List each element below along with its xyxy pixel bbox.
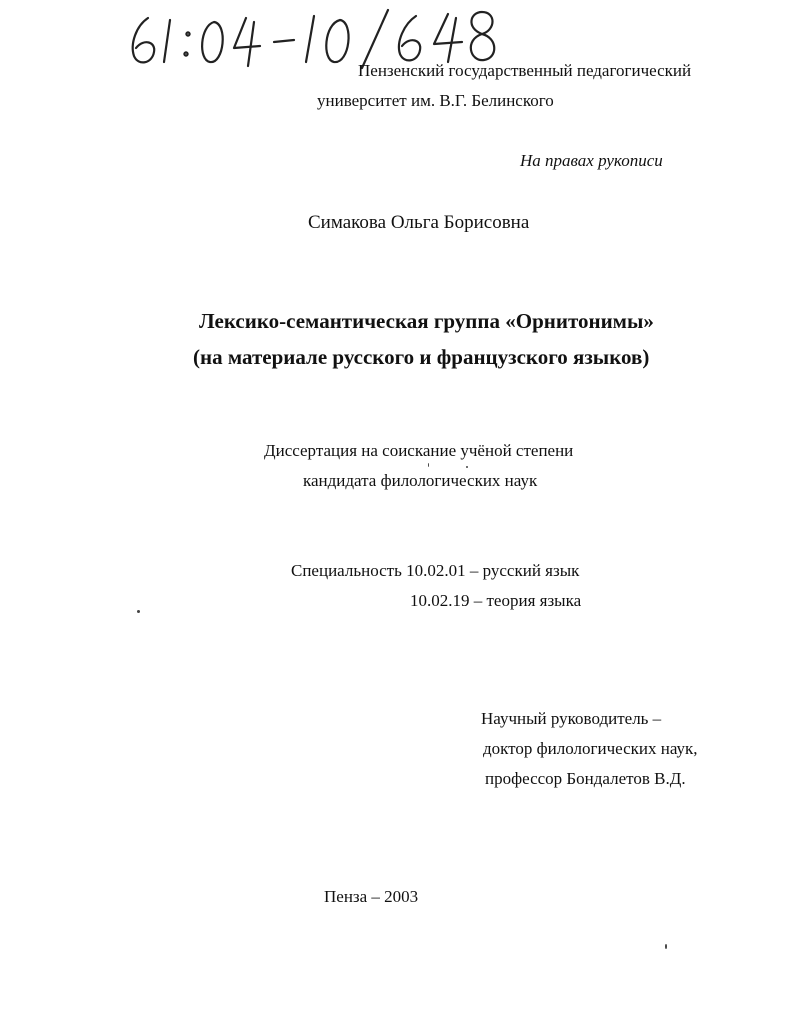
degree-line-1: Диссертация на соискание учёной степени (264, 441, 574, 460)
degree-line-2: кандидата филологических наук (303, 471, 538, 490)
dissertation-title-line-2: (на материале русского и французского языков) (193, 345, 650, 369)
university-line-2: университет им. В.Г. Белинского (317, 91, 554, 110)
specialty-line-2: 10.02.19 – теория языка (410, 591, 582, 610)
scan-speck (466, 466, 468, 468)
author-name: Симакова Ольга Борисовна (308, 212, 530, 233)
rights-note: На правах рукописи (520, 151, 663, 170)
scan-speck (428, 463, 429, 467)
specialty-line-1: Специальность 10.02.01 – русский язык (291, 561, 580, 580)
dissertation-title-line-1: Лексико-семантическая группа «Орнитонимы» (199, 309, 654, 333)
university-line-1: Пензенский государственный педагогический (358, 61, 692, 80)
supervisor-line-2: доктор филологических наук, (483, 739, 698, 758)
supervisor-line-1: Научный руководитель – (481, 709, 662, 728)
city-year: Пенза – 2003 (324, 887, 419, 906)
scan-speck (665, 944, 667, 949)
scan-speck (137, 610, 140, 613)
supervisor-line-3: профессор Бондалетов В.Д. (485, 769, 686, 788)
